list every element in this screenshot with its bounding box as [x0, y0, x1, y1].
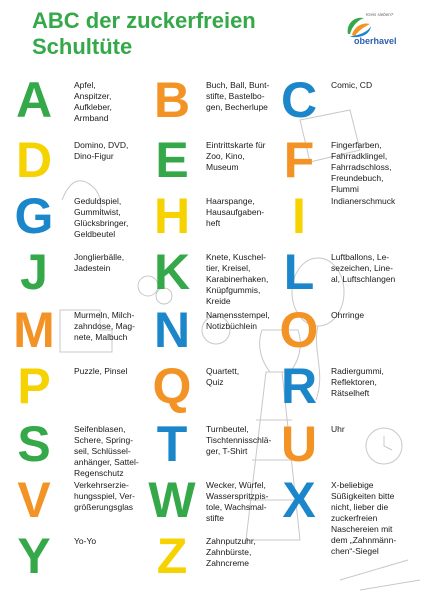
items-r: Radiergummi, Reflektoren, Rätselheft — [331, 366, 384, 398]
letter-v: V — [17, 472, 51, 528]
items-t: Turnbeutel, Tischtennisschlä- ger, T-Shirt — [206, 424, 272, 456]
items-i: Indianerschmuck — [331, 196, 396, 206]
items-z: Zahnputzuhr, Zahnbürste, Zahncreme — [206, 536, 256, 568]
letter-h: H — [153, 188, 191, 244]
letter-e: E — [155, 132, 189, 188]
letter-f: F — [283, 132, 315, 188]
letter-a: A — [15, 72, 53, 128]
items-l: Luftballons, Le- sezeichen, Line- al, Luftschlangen — [331, 252, 396, 284]
items-g: Geduldspiel, Gummitwist, Glücksbringer, Geldbeutel — [74, 196, 129, 239]
items-m: Murmeln, Milch- zahndose, Mag- nete, Malbuch — [74, 310, 135, 342]
items-o: Ohrringe — [331, 310, 365, 320]
letter-n: N — [153, 302, 191, 358]
items-c: Comic, CD — [331, 80, 373, 90]
letter-y: Y — [17, 528, 51, 584]
items-e: Eintrittskarte für Zoo, Kino, Museum — [206, 140, 266, 172]
letter-k: K — [153, 244, 191, 300]
letter-x: X — [282, 472, 316, 528]
logo-mark-icon — [344, 14, 374, 38]
items-w: Wecker, Würfel, Wasserspritzpis- tole, Wachsmal- stifte — [206, 480, 269, 523]
items-a: Apfel, Anspitzer, Aufkleber, Armband — [74, 80, 112, 123]
items-d: Domino, DVD, Dino-Figur — [74, 140, 129, 161]
oberhavel-logo — [336, 10, 416, 54]
items-n: Namensstempel, Notizbüchlein — [206, 310, 270, 331]
items-f: Fingerfarben, Fahrradklingel, Fahrradschloss, Freundebuch, Flummi — [331, 140, 392, 194]
items-p: Puzzle, Pinsel — [74, 366, 128, 376]
letter-b: B — [153, 72, 191, 128]
letter-p: P — [17, 358, 51, 414]
letter-t: T — [156, 416, 188, 472]
items-h: Haarspange, Hausaufgaben- heft — [206, 196, 265, 228]
letter-g: G — [14, 188, 54, 244]
logo-text: oberhavel — [354, 36, 397, 46]
letter-r: R — [280, 358, 318, 414]
letter-m: M — [13, 302, 55, 358]
items-s: Seifenblasen, Schere, Spring- seil, Schlüssel- anhänger, Sattel- Regenschutz — [74, 424, 139, 478]
letter-j: J — [20, 244, 48, 300]
page-title — [32, 8, 256, 60]
letter-u: U — [280, 416, 318, 472]
letter-i: I — [292, 188, 306, 244]
logo-slogan: Kreis sieben? — [366, 12, 394, 17]
title-line-2: Schultüte — [32, 34, 133, 59]
letter-w: W — [148, 472, 196, 528]
letter-l: L — [283, 244, 315, 300]
letter-d: D — [15, 132, 53, 188]
letter-s: S — [17, 416, 51, 472]
toy-sketch-icon — [340, 560, 420, 590]
items-v: Verkehrserzie- hungsspiel, Ver- größerungsglas — [74, 480, 135, 512]
items-j: Jonglierbälle, Jadestein — [74, 252, 125, 273]
items-y: Yo-Yo — [74, 536, 97, 546]
items-u: Uhr — [331, 424, 345, 434]
items-q: Quartett, Quiz — [206, 366, 240, 387]
letter-z: Z — [156, 528, 188, 584]
letter-o: O — [279, 302, 319, 358]
items-x: X-beliebige Süßigkeiten bitte nicht, lieber die zuckerfreien Naschereien mit dem „Zahnmänn- chen“-Siegel — [331, 480, 397, 556]
letter-c: C — [280, 72, 318, 128]
letter-q: Q — [152, 358, 192, 414]
title-line-1: ABC der zuckerfreien — [32, 8, 256, 33]
items-k: Knete, Kuschel- tier, Kreisel, Karabinerhaken, Knüpfgummis, Kreide — [206, 252, 269, 306]
items-b: Buch, Ball, Bunt- stifte, Bastelbo- gen, Becherlupe — [206, 80, 270, 112]
